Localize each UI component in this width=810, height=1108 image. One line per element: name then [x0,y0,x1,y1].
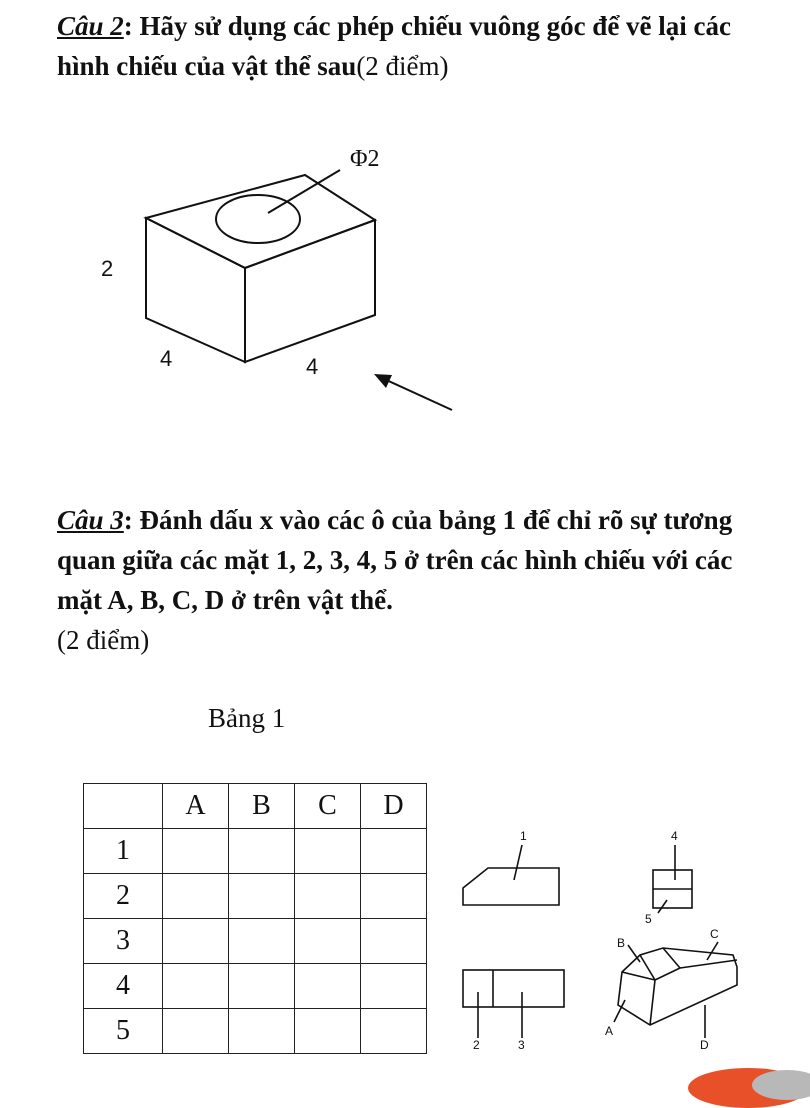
object-edge [650,980,655,1025]
leader-1 [514,845,522,880]
label-4: 4 [671,829,678,843]
label-c: C [710,927,719,941]
right-width-label: 4 [306,354,319,379]
row-header-3: 3 [84,919,163,964]
left-depth-label: 4 [160,346,173,371]
label-a: A [605,1024,614,1038]
label-2: 2 [473,1038,480,1052]
label-3: 3 [518,1038,525,1052]
column-header-c: C [295,784,361,829]
leader-c [707,942,718,960]
question-2-label: Câu 2 [57,11,124,41]
label-b: B [617,936,626,950]
leader-b [628,945,640,962]
block-right-face [245,220,375,362]
diameter-label: Φ2 [350,146,380,172]
projection-views-figure [0,800,810,1080]
row-header-2: 2 [84,874,163,919]
isometric-block-figure [0,0,810,480]
question-2-text: : Hãy sử dụng các phép chiếu vuông góc để vẽ lại các hình chiếu của vật thể sau [57,11,732,81]
question-3-label: Câu 3 [57,505,124,535]
column-header-d: D [361,784,427,829]
object-edge [655,968,680,980]
object-edge [663,948,680,968]
object-edge [680,960,737,968]
column-header-b: B [229,784,295,829]
question-3 [57,500,757,620]
object-sketch [618,948,737,1025]
question-3-points: (2 điểm) [57,625,150,655]
block-top-face [146,175,375,268]
question-3-text: : Đánh dấu x vào các ô của bảng 1 để chỉ rõ sự tương quan giữa các mặt 1, 2, 3, 4, 5 ở trên các hình chiếu với các mặt A, B, C, D ở trên vật thể. [57,505,733,615]
row-header-1: 1 [84,829,163,874]
leader-a [614,1000,625,1022]
direction-arrow-shaft [382,378,452,410]
label-5: 5 [645,912,652,926]
row-header-5: 5 [84,1009,163,1054]
table-caption: Bảng 1 [208,703,286,733]
block-left-face [146,218,245,362]
height-label: 2 [101,256,114,281]
row-header-4: 4 [84,964,163,1009]
front-view [463,868,559,905]
leader-5 [658,900,667,913]
question-2-points: (2 điểm) [356,51,449,81]
column-header-a: A [163,784,229,829]
label-d: D [700,1038,709,1052]
label-1: 1 [520,829,527,843]
